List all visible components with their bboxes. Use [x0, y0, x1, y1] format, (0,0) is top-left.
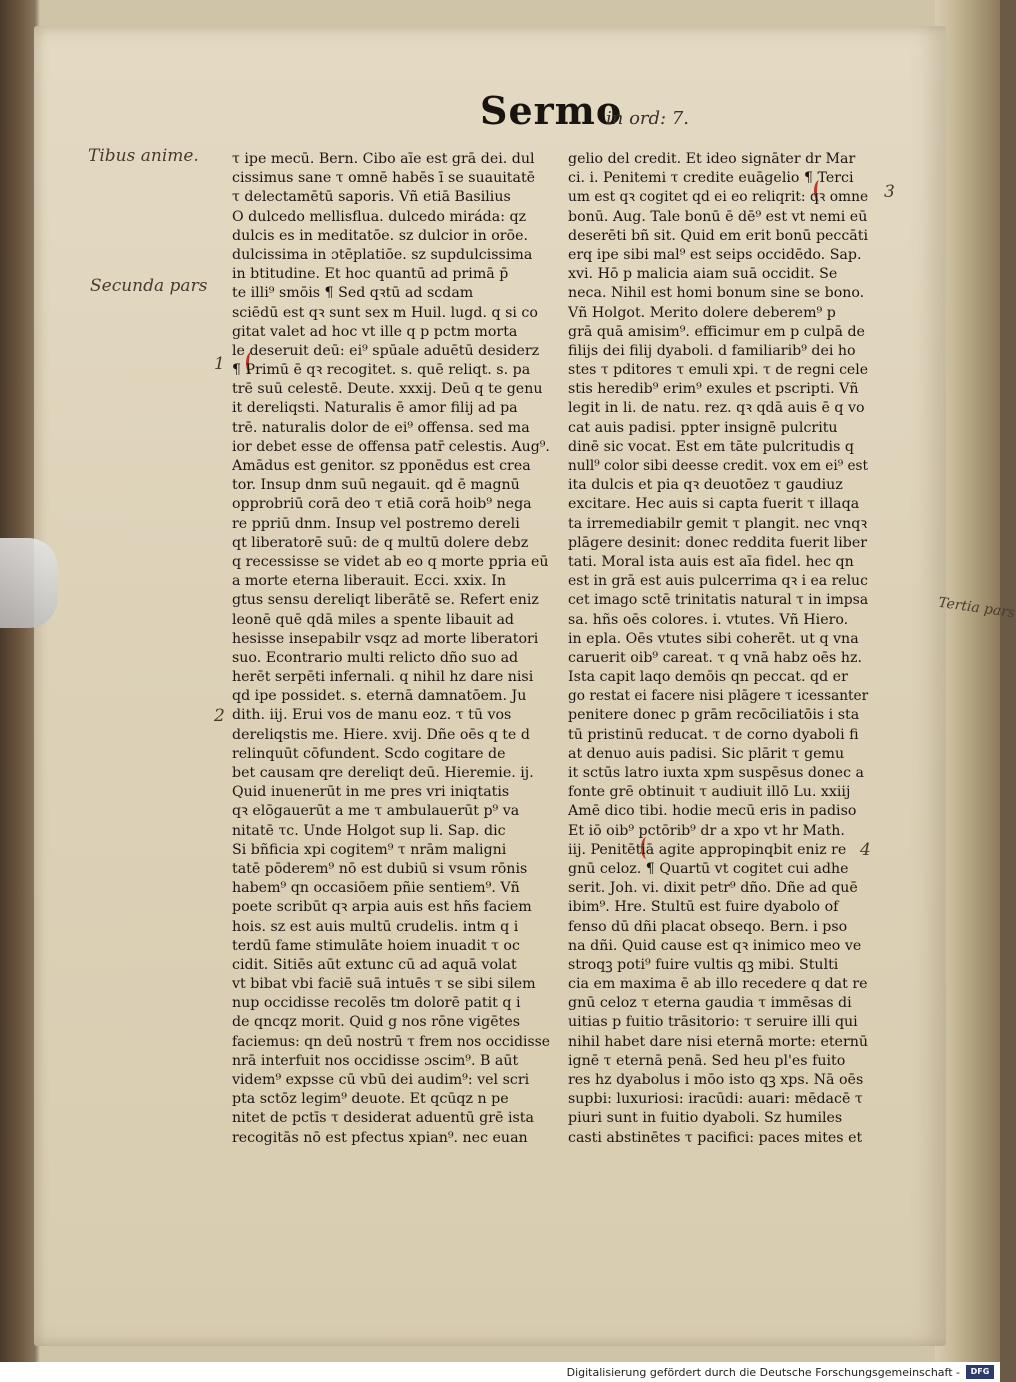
text-line: trē suū celestē. Deute. xxxij. Deū q te genu [232, 381, 543, 398]
text-line: filijs dei filij dyaboli. d familiarib⁹ dei ho [568, 342, 856, 359]
text-line: qꝛ elōgauerūt a me τ ambulauerūt p⁹ va [232, 803, 520, 820]
text-line: hois. sz est auis multū crudelis. intm q i [232, 918, 519, 935]
text-line: Et iō oib⁹ pctōrib⁹ dr a xpo vt hr Math. [568, 822, 845, 839]
text-line: plāgere desinit: donec reddita fuerit liber [568, 534, 868, 551]
text-line: xvi. Hō p malicia aiam suā occidit. Se [568, 266, 838, 283]
text-line: res hz dyabolus i mōo isto qꝫ xps. Nā oēs [568, 1072, 864, 1088]
text-line: erq ipe sibi mal⁹ est seips occidēdo. Sap. [568, 246, 862, 263]
text-line: τ delectamētū saporis. Vñ etiā Basilius [232, 189, 511, 206]
text-line: τ ipe mecū. Bern. Cibo aīe est grā dei. dul [232, 151, 535, 167]
text-line: ibim⁹. Hre. Stultū est fuire dyabolo of [568, 899, 839, 916]
text-line: a morte eterna liberauit. Ecci. xxix. In [232, 573, 507, 590]
page-clip [0, 538, 58, 628]
text-column-left [232, 150, 556, 1148]
text-line: le deseruit deū: ei⁹ spūale aduētū desiderz [232, 342, 540, 359]
text-line: faciemus: qn deū nostrū τ frem nos occidisse [232, 1033, 550, 1050]
text-line: grā quā amisim⁹. efficimur em p culpā de [568, 323, 865, 340]
text-line: poete scribūt qꝛ arpia auis est hñs faciem [232, 899, 532, 916]
text-line: est in grā est auis pulcerrima qꝛ i ea reluc [568, 573, 868, 590]
text-line: dereliqstis me. Hiere. xvij. Dñe oēs q te d [232, 726, 530, 743]
footer-credit: Digitalisierung gefördert durch die Deutsche Forschungsgemeinschaft - [566, 1366, 960, 1379]
text-line: videm⁹ expsse cū vbū dei audim⁹: vel scri [232, 1072, 530, 1088]
text-line: qt liberatorē suū: de q multū dolere debz [232, 534, 529, 551]
text-line: supbi: luxuriosi: iracūdi: auari: mēdacē τ [568, 1091, 863, 1108]
text-line: uitias p fuitio trāsitorio: τ seruire illi qui [568, 1014, 858, 1031]
text-line: pta sctōz legim⁹ deuote. Et qcūqz n pe [232, 1091, 509, 1108]
text-line: nup occidisse recolēs tm dolorē patit q i [232, 995, 521, 1012]
text-line: caruerit oib⁹ careat. τ q vnā habz oēs hz. [568, 649, 862, 666]
text-line: ita dulcis et pia qꝛ deuotōez τ gaudiuz [568, 477, 843, 494]
margin-note-tertia-pars: Tertia pars [937, 594, 1016, 622]
margin-number-4: 4 [860, 840, 871, 860]
text-line: nihil habet dare nisi eternā morte: eternū [568, 1033, 869, 1050]
text-line: suo. Econtrario multi relicto dño suo ad [232, 649, 519, 666]
text-line: legit in li. de natu. rez. qꝛ qdā auis ē q vo [568, 400, 865, 417]
text-line: it dereliqsti. Naturalis ē amor filij ad pa [232, 400, 518, 417]
text-line: gitat valet ad hoc vt ille q p pctm morta [232, 323, 518, 340]
heading-annotation: in ord: 7. [606, 108, 689, 129]
text-line: ¶ Primū ē qꝛ recogitet. s. quē reliqt. s. pa [232, 362, 531, 379]
text-line: cat auis padisi. ppter insignē pulcritu [568, 419, 838, 436]
text-line: tati. Moral ista auis est aīa fidel. hec qn [568, 553, 854, 570]
text-line: te illi⁹ smōis ¶ Sed qꝛtū ad scdam [232, 285, 474, 302]
text-line: bet causam qre dereliqt deū. Hieremie. ij. [232, 765, 534, 781]
text-line: Vñ Holgot. Merito dolere deberem⁹ p [568, 304, 836, 321]
text-line: it sctūs latro iuxta xpm suspēsus donec a [568, 765, 864, 781]
text-line: go restat ei facere nisi plāgere τ icessanter [568, 688, 869, 705]
text-line: piuri sunt in fuitio dyaboli. Sz humiles [568, 1110, 843, 1127]
margin-number-2: 2 [214, 706, 225, 726]
text-line: re ppriū dnm. Insup vel postremo dereli [232, 515, 520, 532]
text-line: cidit. Sitiēs aūt extunc cū ad aquā volat [232, 956, 517, 973]
text-line: sciēdū est qꝛ sunt sex m Huil. lugd. q si co [232, 304, 538, 321]
text-line: nitatē τc. Unde Holgot sup li. Sap. dic [232, 822, 506, 839]
text-line: at denuo auis padisi. Sic plārit τ gemu [568, 745, 845, 762]
text-line: ci. i. Penitemi τ credite euāgelio ¶ Terci [568, 170, 854, 187]
text-line: dulcis es in meditatōe. sz dulcior in orōe. [232, 227, 528, 244]
text-line: null⁹ color sibi deesse credit. vox em ei⁹ est [568, 458, 868, 474]
margin-note-tibus: Tibus anime. [88, 146, 199, 166]
text-line: tū pristinū reducat. τ de corno dyaboli fi [568, 726, 859, 743]
text-line: tor. Insup dnm suū negauit. qd ē magnū [232, 477, 520, 494]
margin-number-3: 3 [884, 182, 895, 202]
text-line: recogitās nō est pfectus xpian⁹. nec euan [232, 1129, 528, 1146]
text-line: Quid inuenerūt in me pres vri iniqtatis [232, 784, 510, 801]
text-line: leonē quē qdā miles a spente libauit ad [232, 611, 515, 628]
text-line: stes τ pditores τ emuli xpi. τ de regni cele [568, 362, 869, 379]
text-line: Amādus est genitor. sz pponēdus est crea [232, 458, 531, 474]
text-line: q recessisse se videt ab eo q morte ppria eū [232, 553, 549, 570]
footer-bar [0, 1362, 1000, 1382]
text-line: fonte grē obtinuit τ audiuit illō Lu. xxiij [568, 784, 851, 801]
text-line: iij. Penitētiā agite appropinqbit eniz re [568, 841, 847, 858]
text-line: sa. hñs oēs colores. i. vtutes. Vñ Hiero. [568, 611, 849, 628]
text-line: casti abstinētes τ pacifici: paces mites et [568, 1129, 863, 1146]
text-line: qd ipe possidet. s. eternā damnatōem. Ju [232, 688, 527, 705]
text-line: tatē pōderem⁹ nō est dubiū si vsum rōnis [232, 860, 528, 877]
text-line: vt bibat vbi faciē suā intuēs τ se sibi silem [232, 976, 536, 993]
text-line: deserēti bñ sit. Quid em erit bonū peccāti [568, 227, 869, 244]
text-line: de qncqz morit. Quid g nos rōne vigētes [232, 1014, 520, 1031]
text-line: Ista capit laqo demōis qn peccat. qd er [568, 669, 848, 686]
text-line: dith. iij. Erui vos de manu eoz. τ tū vos [232, 707, 512, 724]
text-line: nrā interfuit nos occidisse ɔscim⁹. B aūt [232, 1052, 519, 1069]
text-line: dulcissima in ɔtēplatiōe. sz supdulcissima [232, 246, 533, 263]
margin-note-secunda-pars: Secunda pars [90, 276, 208, 296]
text-line: gnū celoz τ eterna gaudia τ immēsas di [568, 995, 852, 1012]
dfg-logo: DFG [966, 1365, 994, 1379]
text-line: ignē τ eternā penā. Sed heu pl'es fuito [568, 1052, 846, 1069]
margin-number-1: 1 [214, 354, 225, 374]
text-line: cissimus sane τ omnē habēs ī se suauitatē [232, 170, 536, 187]
text-line: in btitudine. Et hoc quantū ad primā p̄ [232, 266, 509, 283]
text-line: trē. naturalis dolor de ei⁹ offensa. sed ma [232, 419, 530, 436]
text-line: penitere donec p grām recōciliatōis i sta [568, 707, 860, 724]
text-line: bonū. Aug. Tale bonū ē dē⁹ est vt nemi eū [568, 208, 868, 225]
text-line: um est qꝛ cogitet qd ei eo reliqrit: qꝛ omne [568, 189, 869, 206]
text-line: cet imago sctē trinitatis natural τ in impsa [568, 592, 869, 609]
text-line: habem⁹ qn occasiōem pñie sentiem⁹. Vñ [232, 880, 520, 897]
text-line: gtus sensu dereliqt liberātē se. Refert eniz [232, 592, 539, 609]
text-line: na dñi. Quid cause est qꝛ inimico meo ve [568, 937, 862, 954]
text-line: dinē sic vocat. Est em tāte pulcritudis q [568, 438, 854, 455]
text-line: cia em maxima ē ab illo recedere q dat re [568, 976, 868, 993]
text-line: nitet de pctīs τ desiderat aduentū grē ista [232, 1110, 534, 1127]
text-line: stis heredib⁹ erim⁹ exules et pscripti. Vñ [568, 381, 859, 398]
text-line: hesisse insepabilr vsqz ad morte liberatori [232, 630, 539, 647]
text-line: gelio del credit. Et ideo signāter dr Mar [568, 151, 856, 167]
text-line: relinquūt cōfundent. Scdo cogitare de [232, 745, 506, 762]
text-line: fenso dū dñi placat obseqo. Bern. i pso [568, 918, 848, 935]
text-line: gnū celoz. ¶ Quartū vt cogitet cui adhe [568, 860, 849, 877]
text-line: terdū fame stimulāte hoiem inuadit τ oc [232, 937, 520, 954]
text-line: Amē dico tibi. hodie mecū eris in padiso [568, 803, 857, 820]
text-line: serit. Joh. vi. dixit petr⁹ dño. Dñe ad quē [568, 880, 858, 897]
text-line: ior debet esse de offensa patr̄ celestis. Aug⁹. [232, 438, 550, 455]
text-line: stroqꝫ poti⁹ fuire vultis qꝫ mibi. Stulti [568, 956, 839, 973]
text-line: ta irremediabilr gemit τ plangit. nec vnqꝛ [568, 515, 868, 532]
text-line: neca. Nihil est homi bonum sine se bono. [568, 285, 865, 302]
text-line: O dulcedo mellisflua. dulcedo miráda: qz [232, 208, 527, 225]
text-line: opprobriū corā deo τ etiā corā hoib⁹ nega [232, 496, 532, 513]
text-line: Si bñficia xpi cogitem⁹ τ nrām maligni [232, 841, 507, 858]
text-line: excitare. Hec auis si capta fuerit τ illaqa [568, 496, 860, 513]
page-heading: Sermo [480, 88, 623, 133]
text-line: in epla. Oēs vtutes sibi coherēt. ut q vna [568, 630, 859, 647]
text-line: herēt serpēti infernali. q nihil hz dare nisi [232, 669, 534, 686]
text-column-right [568, 150, 881, 1148]
